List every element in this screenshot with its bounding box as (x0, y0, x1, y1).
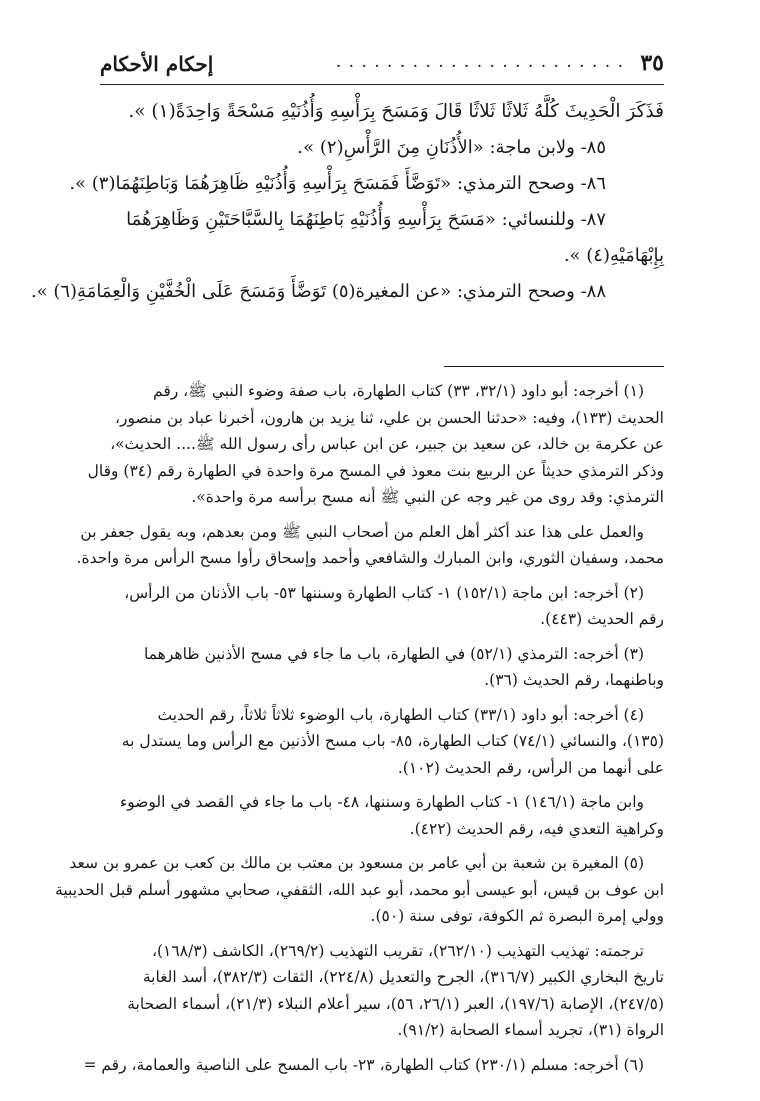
main-text (30, 94, 664, 310)
running-title: إحكام الأحكام (100, 52, 214, 76)
footnote-line: (٢) أخرجه: ابن ماجة (١٥٢/١) ١- كتاب الطهارة وسننها ٥٣- باب الأذنان من الرأس، (124, 583, 644, 602)
footnote-6 (83, 1052, 664, 1079)
footnote-line: محمد، وسفيان الثوري، وابن المبارك والشافعي وأحمد وإسحاق رأوا مسح الرأس مرة واحدة. (76, 549, 664, 567)
page-number: ٣٥ (640, 50, 664, 76)
footnote-line: وولي إمرة البصرة ثم الكوفة، توفى سنة (٥٠). (370, 907, 664, 925)
hadith-88: ٨٨- وصحح الترمذي: «عن المغيرة(٥) تَوَضَّأَ وَمَسَحَ عَلَى الْخُفَّيْنِ وَالْعِمَامَةِ(٦) ». (30, 281, 606, 302)
footnote-line: ترجمته: تهذيب التهذيب (٢٦٢/١٠)، تقريب التهذيب (٢٦٩/٢)، الكاشف (١٦٨/٣)، (151, 941, 644, 960)
footnote-separator (444, 366, 664, 367)
footnote-4-continued (100, 789, 664, 842)
footnote-2 (100, 580, 664, 633)
hadith-85: ٨٥- ولابن ماجة: «الأُذُنَانِ مِنَ الرَّأْسِ(٢) ». (297, 137, 606, 158)
footnote-3 (100, 641, 664, 694)
footnote-5-biography (100, 938, 664, 1044)
footnote-line: (١٣٥)، والنسائي (٧٤/١) كتاب الطهارة، ٨٥- باب مسح الأذنين مع الرأس وما يستدل به (121, 732, 664, 750)
footnote-line: وباطنهما، رقم الحديث (٣٦). (484, 671, 664, 689)
footnote-line: عن عكرمة بن خالد، عن سعيد بن جبير، عن ابن عباس رأى رسول الله ﷺ.... الحديث»، (110, 435, 664, 453)
hadith-86: ٨٦- وصحح الترمذي: «تَوَضَّأَ فَمَسَحَ بِرَأْسِهِ وَأُذُنَيْهِ ظَاهِرَهُمَا وَبَاطِنَهُمَا(٣) ». (69, 173, 606, 194)
main-line: فَذَكَرَ الْحَدِيثَ كُلَّهُ ثَلاثًا ثَلاثًا قَالَ وَمَسَحَ بِرَأْسِهِ وَأُذُنَيْهِ مَسْحَةً وَاحِدَةً(١) ». (128, 101, 664, 122)
footnote-1 (87, 378, 664, 511)
footnote-4 (100, 702, 664, 782)
footnote-line: وابن ماجة (١٤٦/١) ١- كتاب الطهارة وسننها، ٤٨- باب ما جاء في القصد في الوضوء (119, 793, 644, 811)
footnote-5 (55, 850, 664, 930)
footnote-line: (٣) أخرجه: الترمذي (٥٢/١) في الطهارة، باب ما جاء في مسح الأذنين ظاهرهما (144, 644, 644, 663)
footnote-line: (٦) أخرجه: مسلم (٢٣٠/١) كتاب الطهارة، ٢٣- باب المسح على الناصية والعمامة، رقم = (83, 1055, 644, 1074)
page-header (100, 50, 664, 85)
hadith-87: ٨٧- وللنسائي: «مَسَحَ بِرَأْسِهِ وَأُذُنَيْهِ بَاطِنَهُمَا بِالسَّبَّاحَتَيْنِ وَظَاهِرَهُمَا (126, 209, 606, 230)
footnote-line: (١) أخرجه: أبو داود (٣٢/١، ٣٣) كتاب الطهارة، باب صفة وضوء النبي ﷺ، رقم (153, 382, 644, 400)
footnote-line: (٤) أخرجه: أبو داود (٣٣/١) كتاب الطهارة، باب الوضوء ثلاثاً ثلاثاً، رقم الحديث (157, 705, 644, 724)
footnote-line: على أنهما من الرأس، رقم الحديث (١٠٢). (397, 758, 664, 777)
footnote-line: الحديث (١٣٣)، وفيه: «حدثنا الحسن بن علي، ثنا يزيد بن هارون، أخبرنا عباد بن منصور، (115, 408, 664, 427)
footnote-line: الترمذي: وقد روى من غير وجه عن النبي ﷺ أنه مسح برأسه مرة واحدة». (191, 488, 664, 506)
footnote-line: وذكر الترمذي حديثاً عن الربيع بنت معوذ في المسح مرة واحدة في الطهارة رقم (٣٤) وقال (87, 461, 664, 480)
footnote-line: (٥) المغيرة بن شعبة بن أبي عامر بن مسعود بن معتب بن مالك بن كعب بن عمرو بن سعد (69, 854, 644, 872)
footnote-line: الرواة (٣١)، تجريد أسماء الصحابة (٩١/٢). (397, 1021, 664, 1039)
footnote-line: ابن عوف بن قيس، أبو عيسى أبو محمد، أبو عبد الله، الثقفي، صحابي مشهور أسلم قبل الحديبية (55, 880, 664, 899)
footnote-line: رقم الحديث (٤٤٣). (540, 610, 664, 628)
footnotes (55, 378, 664, 1086)
hadith-87-continuation: بِإِبْهَامَيْهِ(٤) ». (563, 245, 664, 266)
footnote-1-continued (76, 519, 664, 572)
header-leader-dots: . . . . . . . . . . . . . . . . . . . . . . . (335, 52, 624, 72)
footnote-line: وكراهية التعدي فيه، رقم الحديث (٤٢٢). (409, 819, 664, 838)
footnote-line: والعمل على هذا عند أكثر أهل العلم من أصحاب النبي ﷺ ومن بعدهم، وبه يقول جعفر بن (80, 522, 644, 541)
footnote-line: تاريخ البخاري الكبير (٣١٦/٧)، الجرح والتعديل (٢٢٤/٨)، الثقات (٣٨٢/٣)، أسد الغابة (142, 968, 664, 986)
footnote-line: (٢٤٧/٥)، الإصابة (١٩٧/٦)، العبر (٢٦/١، ٥٦)، سير أعلام النبلاء (٢١/٣)، أسماء الصحابة (127, 994, 664, 1013)
